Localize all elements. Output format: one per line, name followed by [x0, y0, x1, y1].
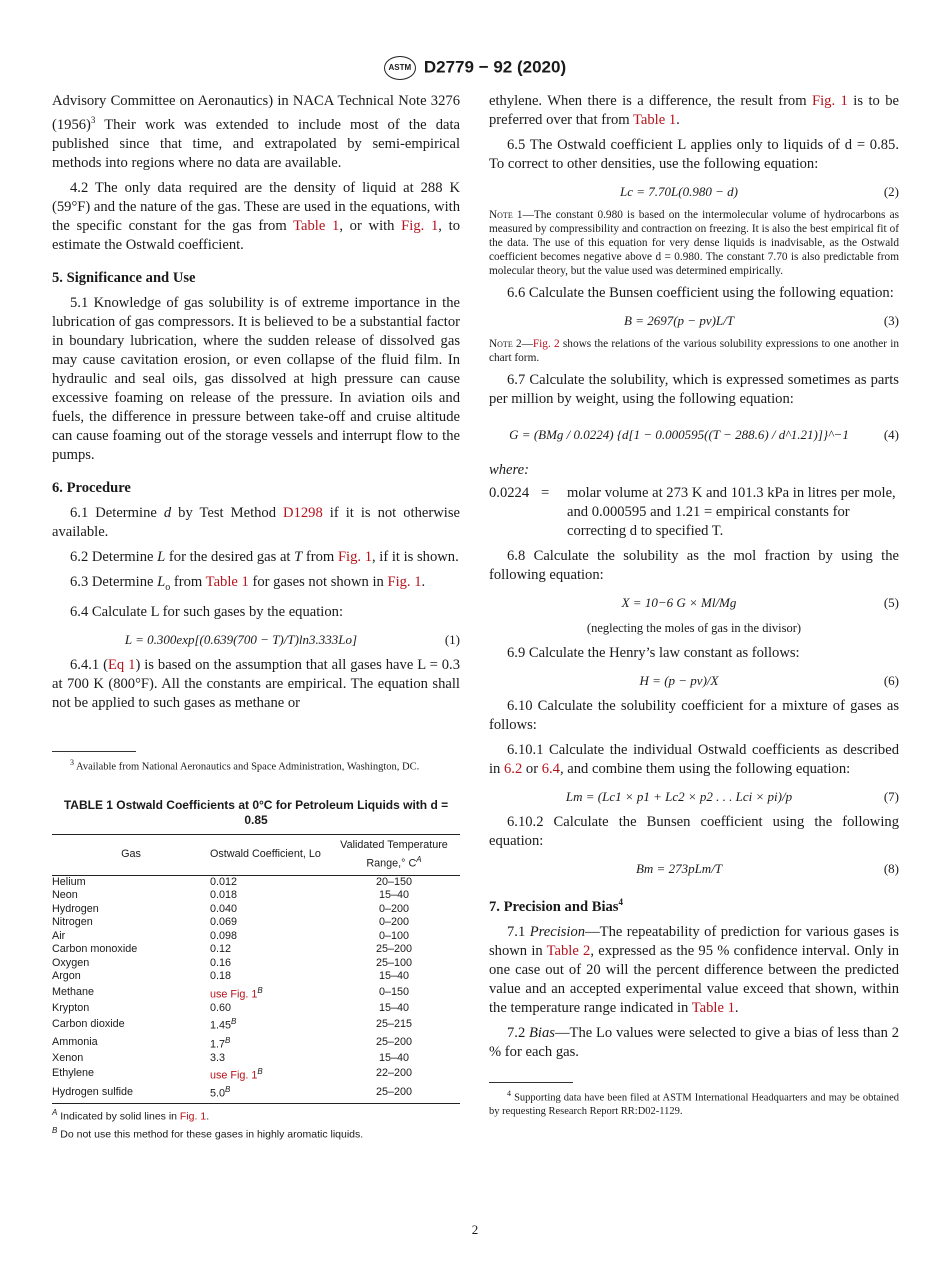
- cell-range: 25–200: [375, 1035, 413, 1048]
- paragraph-6-10-1: 6.10.1 Calculate the individual Ostwald coefficients as described in 6.2 or 6.4, and combine them using the following equation:: [489, 742, 899, 777]
- paragraph-6-4-1: 6.4.1 (Eq 1) is based on the assumption that all gases have L = 0.3 at 700 K (800°F). All the constants are empirical. The equation shall not be applied to such gases as methane or: [52, 656, 460, 711]
- paragraph-4-2: 4.2 The only data required are the density of liquid at 288 K (59°F) and the nature of the gas. These are used in the equations, with the specific constant for the gas from Table 1, or with Fig. 1, to estimate the Ostwald coefficient.: [52, 179, 460, 253]
- link-section-6-2[interactable]: 6.2: [504, 761, 523, 777]
- paragraph-6-10-2: 6.10.2 Calculate the Bunsen coefficient using the following equation:: [489, 814, 899, 849]
- cell-gas: Neon: [52, 889, 78, 902]
- link-table-1[interactable]: Table 1: [293, 217, 340, 234]
- cell-gas: Air: [52, 929, 66, 942]
- link-d1298[interactable]: D1298: [283, 504, 323, 521]
- cell-range: 25–100: [375, 956, 413, 969]
- table-row: [52, 1034, 460, 1052]
- table-1: [52, 834, 460, 1104]
- equation-6: H = (p − pv)/X (6): [639, 673, 899, 688]
- page-number: 2: [471, 1222, 479, 1237]
- link-fig-1[interactable]: Fig. 1: [337, 548, 372, 565]
- cell-coefficient: 3.3: [210, 1051, 226, 1064]
- equation-1: L = 0.300exp[(0.639(700 − T)/T)ln3.333Lo] (1): [124, 631, 460, 647]
- cell-gas: Carbon dioxide: [52, 1017, 125, 1030]
- cell-gas: Hydrogen sulfide: [52, 1083, 210, 1104]
- link-fig-1[interactable]: Fig. 1: [812, 93, 848, 109]
- cell-gas: Ethylene: [52, 1067, 95, 1080]
- section-7-heading: 7. Precision and Bias$^4$: [489, 897, 623, 915]
- footnote-rule-right: [489, 1082, 573, 1083]
- paragraph-6-3: 6.3 Determine $L_o$ from Table 1 for gases not shown in Fig. 1.: [70, 573, 426, 593]
- cell-range: 15–40: [378, 1051, 410, 1064]
- cell-coefficient: $5.0^B$: [210, 1083, 328, 1104]
- table-row: [52, 930, 460, 944]
- cell-coefficient: 0.069: [210, 916, 238, 929]
- cell-coefficient: use Fig. $1^B$: [210, 985, 263, 1001]
- equation-5-note: (neglecting the moles of gas in the divisor): [586, 621, 802, 635]
- cell-range: 22–200: [375, 1067, 413, 1080]
- cell-coefficient: use Fig. $1^B$: [210, 1067, 263, 1082]
- paragraph-6-7: 6.7 Calculate the solubility, which is expressed sometimes as parts per million by weight, using the following equation:: [489, 372, 899, 407]
- cell-range: 0–100: [378, 929, 410, 942]
- table-1-caption: TABLE 1 Ostwald Coefficients at 0°C for Petroleum Liquids with d = 0.85: [63, 798, 449, 828]
- cell-gas: Xenon: [52, 1051, 84, 1064]
- footnote-rule: [52, 751, 136, 752]
- paragraph-6-6: 6.6 Calculate the Bunsen coefficient using the following equation:: [507, 285, 894, 301]
- cell-gas: Helium: [52, 875, 86, 888]
- table-row: [52, 1052, 460, 1066]
- astm-logo-icon: ASTM: [384, 56, 416, 80]
- link-table-1[interactable]: Table 1: [205, 573, 249, 590]
- table-row: [52, 875, 460, 889]
- cell-coefficient: $1.45^B$: [210, 1017, 237, 1033]
- paragraph-6-2: 6.2 Determine L for the desired gas at T from Fig. 1, if it is shown.: [70, 548, 459, 565]
- table-row: [52, 916, 460, 930]
- equation-2: Lc = 7.70L(0.980 − d) (2): [620, 184, 899, 199]
- equation-5: X = 10−6 G × Ml/Mg (5): [621, 595, 899, 610]
- cell-gas: Carbon monoxide: [52, 943, 138, 956]
- table-row: [52, 889, 460, 903]
- paragraph-6-9: 6.9 Calculate the Henry’s law constant as follows:: [507, 645, 800, 661]
- equation-3: B = 2697(p − pv)L/T (3): [624, 313, 899, 328]
- definition-0-0224: 0.0224 = molar volume at 273 K and 101.3 kPa in litres per mole, and 0.000595 and 1.21 = empirical constants for correcting d to specified T.: [489, 485, 896, 539]
- table-row: [52, 943, 460, 957]
- paragraph-continued: Advisory Committee on Aeronautics) in NACA Technical Note 3276 $(1956)^3$ Their work was extended to include most of the data published since that time, and extrapolated by semi-empirical methods into regions where no data are available.: [52, 93, 460, 171]
- paragraph-6-10: 6.10 Calculate the solubility coefficient for a mixture of gases as follows:: [489, 698, 899, 733]
- cell-range: 0–200: [378, 902, 410, 915]
- cell-coefficient: 0.16: [210, 956, 232, 969]
- paragraph-5-1: 5.1 Knowledge of gas solubility is of extreme importance in the lubrication of gas compressors. It is believed to be a substantial factor in boundary lubrication, where the sudden release of dissolved gas may cause cavitation erosion, or even collapse of the fluid film. In hydraulic and seal oils, gas dissolved at high pressure can cause excessive foaming on release of the pressure. In aviation oils and fuels, the difference in pressure between take-off and cruise altitude can cause foaming out of the storage vessels and interrupt flow to the pumps.: [52, 294, 460, 463]
- paragraph-continued-right: ethylene. When there is a difference, the result from Fig. 1 is to be preferred over that from Table 1.: [489, 93, 899, 128]
- cell-range: 15–40: [378, 970, 410, 983]
- link-fig-1[interactable]: Fig. 1: [179, 1110, 207, 1123]
- section-6-heading: 6. Procedure: [52, 479, 131, 496]
- link-table-1[interactable]: Table 1: [691, 999, 735, 1016]
- note-1: Note 1—The constant 0.980 is based on the intermolecular volume of hydrocarbons as measured by compressibility and contraction on freezing. It is also the best empirical fit of the data. The use of this equation for very dense liquids is inadvisable, as the Ostwald coefficient becomes negative above d = 0.980. The constant 7.70 is also predictable from molecular theory, but the value used was determined empirically.: [489, 209, 899, 277]
- cell-coefficient: 0.12: [210, 943, 232, 956]
- table-row: [52, 903, 460, 917]
- paragraph-6-8: 6.8 Calculate the solubility as the mol fraction by using the following equation:: [489, 548, 899, 583]
- footnote-4: $^4$ Supporting data have been filed at ASTM International Headquarters and may be obtained by requesting Research Report RR:D02-1129.: [489, 1088, 899, 1118]
- cell-gas: Hydrogen: [52, 902, 99, 915]
- table-row: [52, 1002, 460, 1016]
- link-fig-2[interactable]: Fig. 2: [532, 338, 560, 350]
- cell-gas: Methane: [52, 986, 95, 999]
- cell-range: 25–200: [328, 1083, 460, 1104]
- table-row: [52, 970, 460, 984]
- cell-range: 25–215: [375, 1017, 413, 1030]
- cell-coefficient: 0.040: [210, 902, 238, 915]
- table-row: [52, 1083, 460, 1104]
- paragraph-6-4: 6.4 Calculate L for such gases by the equation:: [70, 603, 344, 620]
- cell-range: 15–40: [378, 1001, 410, 1014]
- cell-gas: Nitrogen: [52, 916, 93, 929]
- paragraph-7-1: 7.1 Precision—The repeatability of prediction for various gases is shown in Table 2, expressed as the 95 % confidence interval. Only in one case out of 20 will the percent difference between the predicted value and an accepted experimental value exceed that shown, within the temperature range indicated in Table 1.: [489, 923, 900, 1016]
- page-header: [0, 56, 950, 80]
- paragraph-6-5: 6.5 The Ostwald coefficient L applies only to liquids of d = 0.85. To correct to other densities, use the following equation:: [489, 137, 899, 172]
- cell-coefficient: 0.18: [210, 970, 232, 983]
- col-header-coefficient: Ostwald Coefficient, Lo: [210, 835, 328, 876]
- cell-range: 15–40: [378, 889, 410, 902]
- cell-gas: Oxygen: [52, 956, 90, 969]
- link-table-2[interactable]: Table 2: [546, 942, 591, 959]
- equation-8: Bm = 273pLm/T (8): [635, 861, 899, 876]
- cell-coefficient: 0.018: [210, 889, 238, 902]
- equation-7: Lm = (Lc1 × p1 + Lc2 × p2 . . . Lci × pi)/p (7): [565, 789, 899, 804]
- col-header-gas: Gas: [52, 835, 210, 876]
- note-2: Note 2—Fig. 2 shows the relations of the various solubility expressions to one another in chart form.: [489, 338, 899, 364]
- cell-coefficient: 0.60: [210, 1001, 232, 1014]
- document-designation: D2779 − 92 (2020): [423, 57, 567, 77]
- where-label: where:: [489, 462, 529, 478]
- cell-coefficient: $1.7^B$: [210, 1035, 231, 1051]
- cell-range: 25–200: [375, 943, 413, 956]
- right-column: [489, 92, 899, 1119]
- link-fig-1[interactable]: Fig. 1: [401, 217, 439, 234]
- equation-4: G = (BMg / 0.0224) {d[1 − 0.000595((T − 288.6) / d^1.21)]}^−1 (4): [509, 427, 899, 442]
- paragraph-6-1: 6.1 Determine d by Test Method D1298 if it is not otherwise available.: [52, 504, 460, 540]
- table-footnote-b: $^B$ Do not use this method for these gases in highly aromatic liquids.: [52, 1125, 364, 1141]
- cell-gas: Ammonia: [52, 1035, 98, 1048]
- table-footnote-a: $^A$ Indicated by solid lines in Fig. 1.: [52, 1108, 210, 1123]
- cell-range: 20–150: [375, 875, 413, 888]
- table-row: [52, 1015, 460, 1033]
- cell-range: 0–200: [378, 916, 410, 929]
- left-column: [52, 92, 460, 1141]
- link-table-1[interactable]: Table 1: [632, 112, 677, 128]
- link-fig-1[interactable]: Fig. 1: [387, 573, 422, 590]
- table-row: [52, 1065, 460, 1083]
- cell-coefficient: 0.012: [210, 875, 238, 888]
- footnote-3: $^3$ Available from National Aeronautics and Space Administration, Washington, DC.: [70, 757, 420, 773]
- table-row: [52, 957, 460, 971]
- paragraph-7-2: 7.2 Bias—The Lo values were selected to give a bias of less than 2 % for each gas.: [489, 1024, 900, 1060]
- link-eq-1[interactable]: Eq 1: [108, 656, 136, 673]
- section-5-heading: 5. Significance and Use: [52, 269, 196, 286]
- link-section-6-4[interactable]: 6.4: [541, 761, 560, 777]
- cell-gas: Krypton: [52, 1001, 90, 1014]
- cell-coefficient: 0.098: [210, 929, 238, 942]
- cell-gas: Argon: [52, 970, 81, 983]
- col-header-range: Validated Temperature Range,° $C^A$: [328, 835, 460, 876]
- table-row: [52, 984, 460, 1002]
- cell-range: 0–150: [378, 986, 410, 999]
